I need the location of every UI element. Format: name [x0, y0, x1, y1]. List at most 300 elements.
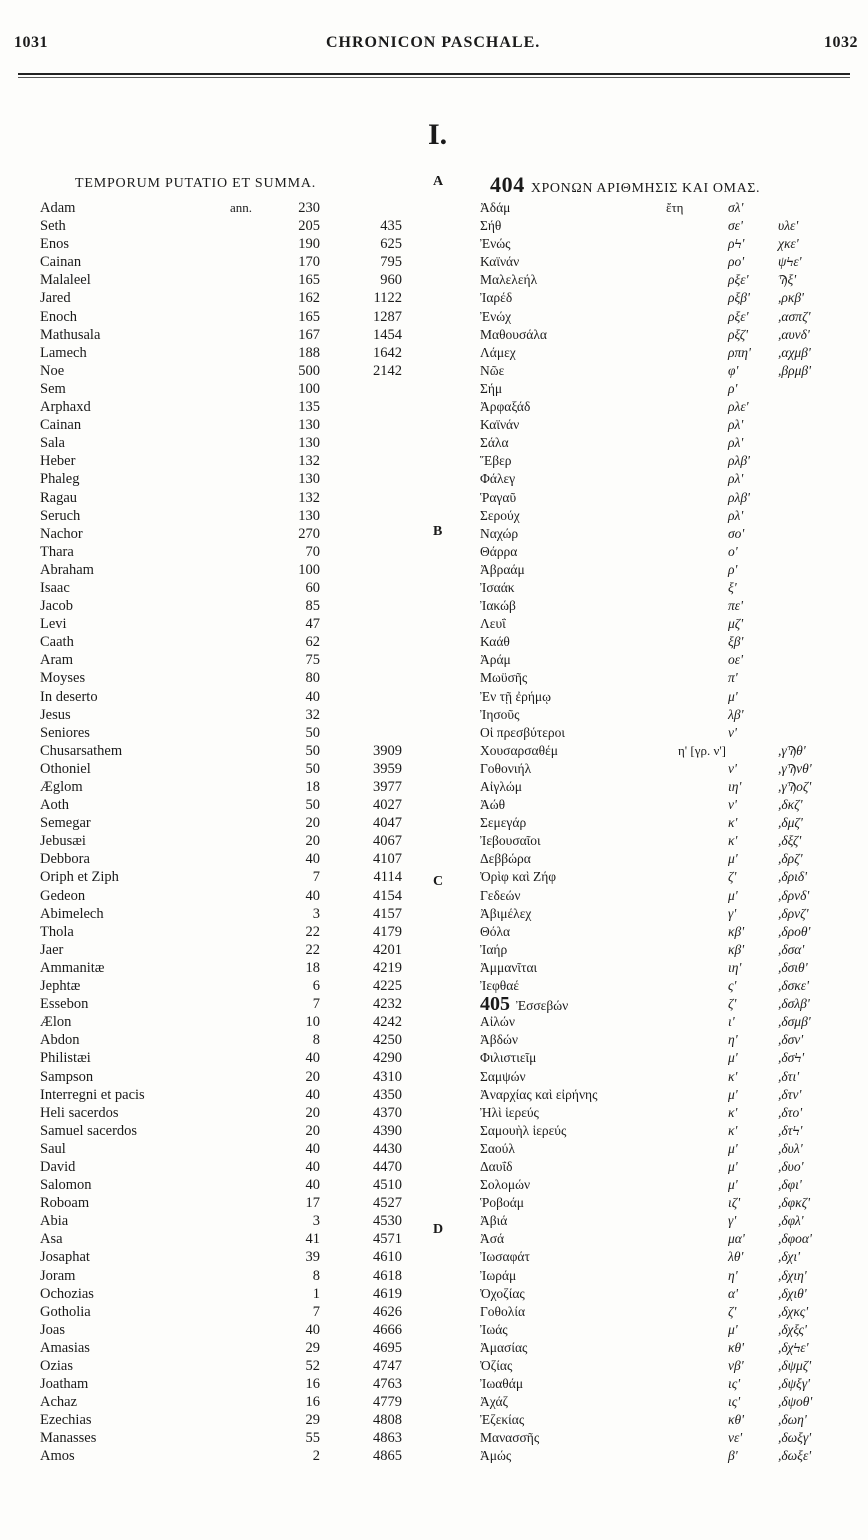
greek-row [478, 1393, 848, 1411]
latin-name: Debbora [40, 851, 90, 868]
latin-name: Josaphat [40, 1249, 90, 1266]
latin-row [38, 760, 418, 778]
greek-row [478, 199, 848, 217]
latin-sum: 4201 [373, 941, 402, 958]
greek-sum: ,γϠοζ' [778, 779, 812, 794]
greek-name [480, 579, 515, 597]
greek-sum: ,γϠθ' [778, 742, 806, 758]
latin-row [38, 525, 418, 543]
greek-row [478, 217, 848, 235]
greek-years: ρ' [728, 561, 738, 577]
greek-row [478, 724, 848, 742]
latin-sum: 4619 [373, 1285, 402, 1302]
latin-row [38, 923, 418, 941]
greek-name-text: Ἐνώχ [480, 308, 512, 324]
greek-row [478, 398, 848, 416]
latin-sum: 795 [380, 254, 402, 271]
greek-years: ρξζ' [728, 326, 749, 342]
greek-name [480, 778, 522, 796]
greek-name [480, 253, 519, 271]
latin-name: Abdon [40, 1032, 80, 1049]
latin-row [38, 1194, 418, 1212]
greek-name [480, 525, 518, 543]
greek-sum: ,δκζ' [778, 797, 803, 813]
greek-row [478, 1212, 848, 1230]
greek-years: ρλ' [728, 435, 744, 451]
latin-years: 130 [298, 507, 320, 524]
latin-row [38, 1375, 418, 1393]
latin-row [38, 235, 418, 253]
latin-sum: 4154 [373, 887, 402, 904]
greek-row [478, 489, 848, 507]
latin-sum: 435 [380, 218, 402, 235]
greek-name [480, 1447, 511, 1465]
latin-years: 6 [312, 978, 320, 995]
latin-row [38, 398, 418, 416]
greek-years: μ' [728, 1321, 738, 1337]
latin-row [38, 1411, 418, 1429]
greek-years: ιη' [728, 959, 742, 975]
greek-years: ξ' [728, 579, 737, 595]
latin-sum: 4242 [373, 1014, 402, 1031]
greek-years: ς' [728, 978, 737, 994]
greek-name [480, 1285, 525, 1303]
greek-name [480, 380, 502, 398]
greek-name-text: Γοθονιήλ [480, 760, 532, 776]
latin-sum: 4350 [373, 1086, 402, 1103]
latin-name: Oriph et Ziph [40, 869, 119, 886]
greek-sum: ,δωξγ' [778, 1430, 812, 1446]
greek-row [478, 1068, 848, 1086]
latin-row [38, 1031, 418, 1049]
greek-years: λθ' [728, 1249, 744, 1265]
latin-years: 20 [305, 815, 320, 832]
greek-years: ρπη' [728, 344, 751, 360]
latin-years: 40 [305, 1050, 320, 1067]
greek-sum: ,ρκβ' [778, 290, 804, 306]
greek-name-text: Ἰεβουσαῖοι [480, 833, 541, 849]
latin-name: Essebon [40, 996, 89, 1013]
greek-row [478, 1248, 848, 1266]
latin-sum: 4250 [373, 1032, 402, 1049]
latin-years: 47 [305, 616, 320, 633]
latin-sum: 4470 [373, 1158, 402, 1175]
latin-row [38, 380, 418, 398]
greek-name-text: Σαμψών [480, 1068, 526, 1084]
latin-sum: 4232 [373, 996, 402, 1013]
greek-sum: ,δτο' [778, 1104, 803, 1120]
greek-years: ρλ' [728, 507, 744, 523]
latin-years: 29 [305, 1339, 320, 1356]
latin-row [38, 344, 418, 362]
greek-years: η' [728, 1267, 738, 1283]
latin-name: Seth [40, 218, 66, 235]
greek-years: μ' [728, 887, 738, 903]
latin-row [38, 1104, 418, 1122]
latin-row [38, 1321, 418, 1339]
greek-name [480, 868, 556, 886]
latin-name: Enos [40, 236, 69, 253]
latin-name: Gedeon [40, 887, 86, 904]
latin-years: 3 [312, 1213, 320, 1230]
greek-row [478, 1447, 848, 1465]
greek-name [480, 1339, 527, 1357]
latin-years: 165 [298, 308, 320, 325]
greek-name [480, 796, 505, 814]
latin-years: 270 [298, 525, 320, 542]
greek-years: πε' [728, 598, 743, 614]
latin-years: 100 [298, 561, 320, 578]
greek-sum: ,δρνζ' [778, 905, 809, 921]
greek-row [478, 434, 848, 452]
greek-title-text: ΧΡΟΝΩΝ ΑΡΙΘΜΗΣΙΣ ΚΑΙ ΟΜΑΣ. [530, 181, 761, 196]
latin-row [38, 326, 418, 344]
greek-name-text: Φάλεγ [480, 471, 516, 487]
greek-name [480, 452, 511, 470]
greek-sum: ,γϠνθ' [778, 760, 812, 776]
latin-row [38, 651, 418, 669]
greek-sum: ,αυνδ' [778, 326, 810, 342]
latin-sum: 3909 [373, 742, 402, 759]
latin-years: 40 [305, 1140, 320, 1157]
greek-name-text: Ἕβερ [480, 453, 512, 469]
greek-name-text: Ἀδάμ [480, 200, 511, 215]
latin-name: Malaleel [40, 272, 91, 289]
latin-row [38, 579, 418, 597]
greek-name-text: Ἀναρχίας καὶ εἰρήνης [480, 1086, 598, 1102]
latin-row [38, 1176, 418, 1194]
greek-row [478, 850, 848, 868]
greek-years: μ' [728, 1158, 738, 1174]
latin-years: 52 [305, 1358, 320, 1374]
latin-sum: 4863 [373, 1430, 402, 1447]
greek-years: κ' [728, 833, 738, 849]
greek-sum: ,δχκς' [778, 1303, 809, 1319]
greek-years: ρο' [728, 254, 745, 270]
greek-years: ις' [728, 1376, 741, 1392]
latin-row [38, 814, 418, 832]
latin-name: Adam [40, 200, 76, 216]
latin-row [38, 724, 418, 742]
greek-sum: ,δχξς' [778, 1321, 807, 1337]
greek-name-text: Καϊνάν [480, 417, 520, 433]
latin-row [38, 434, 418, 452]
latin-name: David [40, 1158, 76, 1175]
latin-years: 20 [305, 1068, 320, 1085]
greek-years: ζ' [728, 996, 737, 1012]
latin-name: Philistæi [40, 1050, 91, 1067]
greek-sum: ,δριδ' [778, 869, 808, 885]
greek-name [480, 1357, 512, 1375]
greek-name-text: Καϊνάν [480, 254, 520, 270]
greek-name-text: Ἀβιά [480, 1213, 508, 1229]
greek-name [480, 543, 517, 561]
latin-name: Sampson [40, 1068, 94, 1085]
greek-name-text: Ἀμμανῖται [480, 959, 538, 975]
greek-row [478, 941, 848, 959]
latin-name: Aoth [40, 797, 69, 814]
greek-sum: ,δχϞε' [778, 1339, 809, 1355]
greek-sum: ,δχιη' [778, 1267, 807, 1283]
latin-years: 205 [298, 218, 320, 235]
latin-years: 230 [298, 200, 320, 216]
latin-sum: 4695 [373, 1339, 402, 1356]
greek-years: σο' [728, 525, 745, 541]
greek-sum: ,δτν' [778, 1086, 802, 1102]
latin-sum: 4865 [373, 1448, 402, 1465]
greek-sum: ,δυο' [778, 1158, 804, 1174]
greek-name-text: Αἰγλώμ [480, 779, 523, 794]
latin-name: Jacob [40, 598, 74, 615]
greek-row [478, 669, 848, 687]
greek-name-text: Ἀμώς [480, 1448, 512, 1464]
greek-years: ρξε' [728, 272, 749, 288]
greek-sum: ,ασπζ' [778, 308, 811, 324]
latin-name: Amasias [40, 1339, 90, 1356]
greek-sum: ,δψξγ' [778, 1376, 811, 1392]
greek-row [478, 1140, 848, 1158]
latin-row [38, 1212, 418, 1230]
greek-sum: ,δσλβ' [778, 996, 810, 1012]
latin-years: 16 [305, 1376, 320, 1393]
latin-sum: 4666 [373, 1321, 402, 1338]
latin-row [38, 489, 418, 507]
latin-row [38, 543, 418, 561]
greek-row [478, 1104, 848, 1122]
greek-row [478, 507, 848, 525]
latin-row [38, 977, 418, 995]
greek-years: μ' [728, 851, 738, 867]
greek-variant-note: η' [γρ. ν'] [678, 742, 727, 758]
latin-ann-label: ann. [230, 200, 253, 215]
greek-years: β' [728, 1448, 738, 1464]
latin-row [38, 706, 418, 724]
latin-years: 55 [305, 1430, 320, 1447]
latin-name: Noe [40, 362, 65, 379]
greek-row [478, 1267, 848, 1285]
greek-sum: ,δφοα' [778, 1231, 812, 1247]
latin-sum: 4370 [373, 1104, 402, 1121]
latin-name: Jaer [40, 941, 64, 958]
latin-years: 7 [312, 869, 320, 886]
greek-name-text: Ἀσά [480, 1231, 505, 1247]
greek-row [478, 579, 848, 597]
greek-years: φ' [728, 362, 739, 378]
latin-row [38, 887, 418, 905]
greek-name [480, 1122, 566, 1140]
margin-marker-c: C [433, 874, 444, 889]
latin-sum: 4571 [373, 1231, 402, 1248]
greek-row [478, 470, 848, 488]
latin-years: 40 [305, 1158, 320, 1175]
greek-name-text: Ἰωράμ [480, 1267, 517, 1283]
greek-name-text: Ἐνώς [480, 236, 511, 252]
greek-name [480, 1393, 508, 1411]
latin-name: Jebusæi [40, 833, 86, 850]
latin-years: 190 [298, 236, 320, 253]
greek-name [480, 1411, 524, 1429]
latin-years: 50 [305, 760, 320, 777]
greek-row [478, 326, 848, 344]
greek-sum: Ϡξ' [778, 272, 797, 288]
latin-years: 100 [298, 380, 320, 397]
greek-years: α' [728, 1285, 738, 1301]
greek-sum: ,δξζ' [778, 833, 802, 849]
latin-years: 18 [305, 959, 320, 976]
greek-years: ρλβ' [728, 453, 750, 469]
greek-name-text: Μαθουσάλα [480, 326, 547, 342]
greek-name [480, 832, 541, 850]
greek-name-text: Ἀβραάμ [480, 561, 525, 577]
greek-sum: ,δψμζ' [778, 1358, 812, 1373]
greek-name-text: Ὀχοζίας [480, 1285, 525, 1301]
latin-name: Cainan [40, 254, 82, 271]
latin-years: 70 [305, 543, 320, 560]
latin-years: 85 [305, 598, 320, 615]
greek-years: ις' [728, 1394, 741, 1410]
greek-sum: ,δσιθ' [778, 959, 808, 975]
latin-sum: 4626 [373, 1303, 402, 1320]
latin-row [38, 1267, 418, 1285]
greek-name [480, 199, 510, 217]
greek-name [480, 905, 531, 923]
greek-row [478, 362, 848, 380]
greek-name-text: Ἰεφθαέ [480, 978, 520, 994]
latin-name: Joram [40, 1267, 76, 1284]
greek-years: ρλβ' [728, 489, 750, 505]
latin-name: Seruch [40, 507, 81, 524]
latin-name: Semegar [40, 815, 91, 832]
latin-sum: 3977 [373, 779, 402, 795]
greek-row [478, 1357, 848, 1375]
greek-row [478, 308, 848, 326]
latin-years: 188 [298, 344, 320, 361]
greek-years: ξβ' [728, 634, 744, 650]
greek-row [478, 253, 848, 271]
greek-name-text: Γοθολία [480, 1303, 526, 1319]
latin-name: Heli sacerdos [40, 1104, 119, 1121]
greek-name-text: Σολομών [480, 1177, 531, 1193]
greek-row [478, 905, 848, 923]
latin-sum: 4618 [373, 1267, 402, 1284]
greek-name-text: Οἱ πρεσβύτεροι [480, 724, 566, 740]
latin-row [38, 289, 418, 307]
latin-sum: 625 [380, 236, 402, 253]
latin-sum: 1454 [373, 326, 402, 343]
greek-name-text: Γεδεών [480, 887, 521, 903]
running-title: CHRONICON PASCHALE. [326, 34, 541, 51]
latin-name: Heber [40, 453, 76, 470]
latin-name: Phaleg [40, 471, 80, 488]
latin-years: 22 [305, 923, 320, 940]
greek-sum: ,δρζ' [778, 851, 803, 867]
latin-years: 40 [305, 1177, 320, 1194]
latin-sum: 4225 [373, 978, 402, 995]
greek-name [480, 217, 501, 235]
greek-row [478, 993, 848, 1016]
greek-name-text: Σεμεγάρ [480, 815, 527, 831]
greek-years: κ' [728, 815, 738, 831]
greek-name-text: Ῥαγαῦ [480, 489, 517, 505]
greek-years: ρλ' [728, 471, 744, 487]
latin-name: Æglom [40, 779, 83, 795]
greek-name [480, 597, 516, 615]
latin-name: Abraham [40, 561, 94, 578]
latin-years: 40 [305, 887, 320, 904]
latin-years: 62 [305, 634, 320, 651]
greek-row [478, 1086, 848, 1104]
greek-name-text: Ἰωσαφάτ [480, 1249, 530, 1265]
latin-row [38, 1248, 418, 1266]
latin-row [38, 742, 418, 760]
latin-years: 3 [312, 905, 320, 922]
greek-years: ν' [728, 760, 737, 776]
latin-row [38, 868, 418, 886]
greek-row [478, 271, 848, 289]
greek-row [478, 380, 848, 398]
greek-row [478, 1285, 848, 1303]
latin-years: 162 [298, 290, 320, 307]
greek-years: ρλ' [728, 417, 744, 433]
greek-years: ζ' [728, 869, 737, 885]
greek-row [478, 633, 848, 651]
latin-name: Mathusala [40, 326, 101, 343]
greek-years: ο' [728, 543, 738, 559]
greek-row [478, 1230, 848, 1248]
greek-name [480, 1049, 536, 1067]
latin-row [38, 1303, 418, 1321]
greek-name-text: Ἰησοῦς [480, 706, 520, 722]
latin-row [38, 271, 418, 289]
greek-row [478, 796, 848, 814]
latin-years: 39 [305, 1249, 320, 1266]
latin-sum: 4808 [373, 1412, 402, 1429]
greek-name [480, 1013, 515, 1031]
latin-name: Moyses [40, 670, 86, 687]
greek-name [480, 1031, 518, 1049]
latin-years: 130 [298, 435, 320, 452]
latin-row [38, 850, 418, 868]
greek-name [480, 1194, 524, 1212]
latin-years: 16 [305, 1394, 320, 1411]
greek-name [480, 1267, 516, 1285]
greek-name [480, 344, 516, 362]
greek-sum: ,δωξε' [778, 1448, 812, 1464]
latin-sum: 4157 [373, 905, 402, 922]
greek-years: μ' [728, 688, 738, 704]
latin-name: Gotholia [40, 1303, 91, 1320]
greek-years: ν' [728, 724, 737, 740]
greek-sum: χκε' [778, 236, 799, 252]
latin-row [38, 1049, 418, 1067]
greek-name [480, 814, 526, 832]
latin-sum: 4610 [373, 1249, 402, 1266]
latin-years: 50 [305, 742, 320, 759]
latin-years: 40 [305, 851, 320, 868]
header-rule-thin [18, 77, 850, 78]
greek-name-text: Ἀβδών [480, 1032, 518, 1048]
latin-years: 7 [312, 1303, 320, 1320]
greek-name [480, 398, 530, 416]
latin-years: 8 [312, 1267, 320, 1284]
greek-name-text: Λευΐ [480, 616, 506, 632]
greek-row [478, 832, 848, 850]
greek-sum: ,δχι' [778, 1249, 800, 1265]
greek-name [480, 1375, 523, 1393]
greek-years: κθ' [728, 1339, 744, 1355]
greek-sum: ,δμζ' [778, 815, 803, 831]
latin-sum: 4530 [373, 1213, 402, 1230]
